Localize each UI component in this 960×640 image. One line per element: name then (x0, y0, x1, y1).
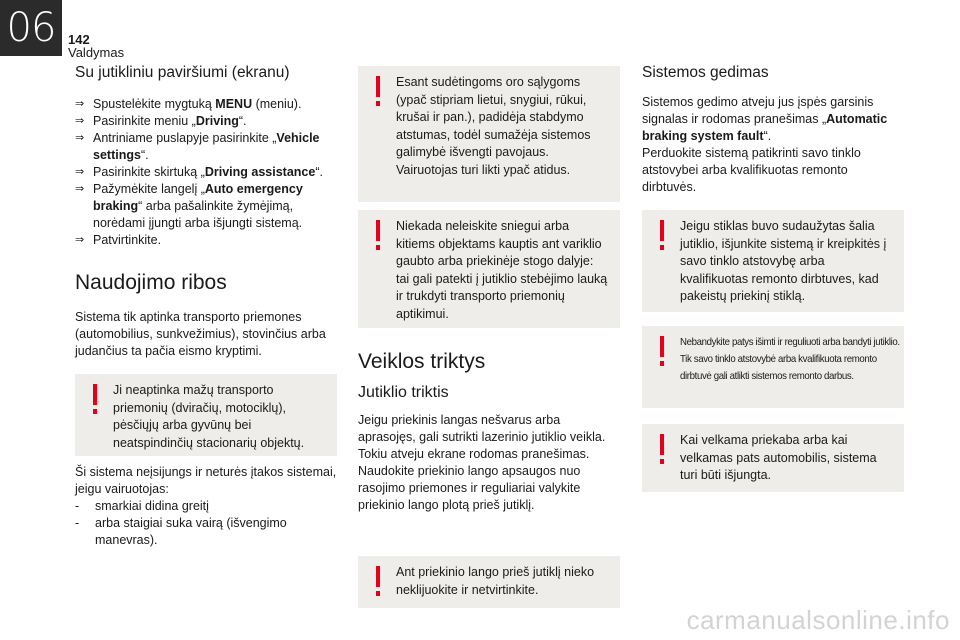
warning-text: Esant sudėtingoms oro sąlygoms (ypač stipriam lietui, snygiui, rūkui, krušai ir pan.), padidėja stabdymo atstumas, todėl sumažėja sistemos galimybė išvengti pavojaus. Vairuotojas turi likti ypač atidus. (396, 75, 591, 177)
exclamation-icon (656, 336, 668, 366)
step-item: ⇒ Pasirinkite meniu „Driving“. (75, 114, 247, 128)
sensor-fault-heading: Jutiklio triktis (358, 384, 449, 401)
dash-item: - arba staigiai suka vairą (išvengimo manevras). (75, 516, 287, 547)
warning-text: Kai velkama priekaba arba kai velkamas pats automobilis, sistema turi būti išjungta. (680, 433, 877, 482)
touch-screen-heading: Su jutikliniu paviršiumi (ekranu) (75, 64, 290, 81)
dash-item: - smarkiai didina greitį (75, 499, 209, 513)
warning-box-trailer (642, 424, 904, 492)
arrow-icon: ⇒ (75, 166, 85, 178)
warning-box-sticker (358, 556, 620, 608)
steps-list (75, 96, 337, 249)
dash-list (75, 498, 337, 549)
warning-text: Jeigu stiklas buvo sudaužytas šalia jutiklio, išjunkite sistemą ir kreipkitės į savo tinklo atstovybę arba kvalifikuotas remonto dirbtuves, kad pakeistų priekinį stiklą. (680, 219, 887, 303)
exclamation-icon (372, 566, 384, 596)
page-section-label: Valdymas (68, 45, 125, 60)
exclamation-icon (372, 76, 384, 106)
system-fault-heading: Sistemos gedimas (642, 64, 769, 81)
warning-text: Nebandykite patys išimti ir reguliuoti arba bandyti jutiklio. Tik savo tinklo atstovybė arba kvalifikuota remonto dirbtuvė gali atlikti sistemos remonto darbus. (680, 336, 900, 382)
arrow-icon: ⇒ (75, 234, 85, 246)
exclamation-icon (372, 220, 384, 250)
arrow-icon: ⇒ (75, 132, 85, 144)
faults-heading: Veiklos triktys (358, 350, 486, 373)
limits-paragraph: Sistema tik aptinka transporto priemones (automobilius, sunkvežimius), stovinčius arba judančius ta pačia eismo kryptimi. (75, 310, 326, 358)
arrow-icon: ⇒ (75, 98, 85, 110)
exclamation-icon (89, 384, 101, 414)
arrow-icon: ⇒ (75, 183, 85, 195)
chapter-badge: 06 (0, 0, 62, 56)
exclamation-icon (656, 220, 668, 250)
not-triggered-block (75, 464, 337, 549)
warning-box-small-vehicles (75, 374, 337, 456)
step-item: ⇒ Spustelėkite mygtuką MENU (meniu). (75, 97, 302, 111)
warning-text: Ji neaptinka mažų transporto priemonių (dviračių, motociklų), pėsčiųjų arba gyvūnų bei neatspindinčių stacionarių objektų. (113, 383, 305, 450)
step-item: ⇒ Pasirinkite skirtuką „Driving assistance“. (75, 165, 323, 179)
column-right (642, 64, 904, 196)
step-item: ⇒ Pažymėkite langelį „Auto emergency braking“ arba pašalinkite žymėjimą, norėdami įjungti arba išjungti sistemą. (75, 182, 303, 230)
warning-box-dismantle (642, 326, 904, 408)
warning-box-weather (358, 66, 620, 202)
not-triggered-paragraph: Ši sistema neįsijungs ir neturės įtakos sistemai, jeigu vairuotojas: (75, 465, 337, 496)
watermark: carmanualsonline.info (686, 605, 950, 635)
exclamation-icon (656, 434, 668, 464)
warning-text: Niekada neleiskite sniegui arba kitiems objektams kauptis ant variklio gaubto arba priekinėje stogo dalyje: tai gali patekti į jutiklio stebėjimo lauką ir trukdyti transporto priemonių aptikimui. (396, 219, 608, 321)
warning-box-snow (358, 210, 620, 328)
limits-heading: Naudojimo ribos (75, 271, 227, 294)
warning-text: Ant priekinio lango prieš jutiklį nieko neklijuokite ir netvirtinkite. (396, 565, 595, 597)
column-left (75, 64, 337, 360)
step-item: ⇒ Patvirtinkite. (75, 233, 162, 247)
warning-box-glass (642, 210, 904, 312)
arrow-icon: ⇒ (75, 115, 85, 127)
sensor-fault-paragraph: Jeigu priekinis langas nešvarus arba aprasojęs, gali sutrikti lazerinio jutiklio veikla. Tokiu atveju ekrane rodomas pranešimas. Naudokite priekinio lango apsaugos nuo rasojimo priemones ir reguliariai valykite priekinio lango plotą prieš jutiklį. (358, 413, 606, 512)
page-number: 142 (68, 32, 90, 47)
faults-block (358, 350, 620, 514)
step-item: ⇒ Antriniame puslapyje pasirinkite „Vehicle settings“. (75, 131, 320, 162)
system-fault-paragraph: Sistemos gedimo atveju jus įspės garsinis signalas ir rodomas pranešimas „Automatic braking system fault“. Perduokite sistemą patikrinti savo tinklo atstovybei arba kvalifikuotas remonto dirbtuvės. (642, 95, 888, 194)
